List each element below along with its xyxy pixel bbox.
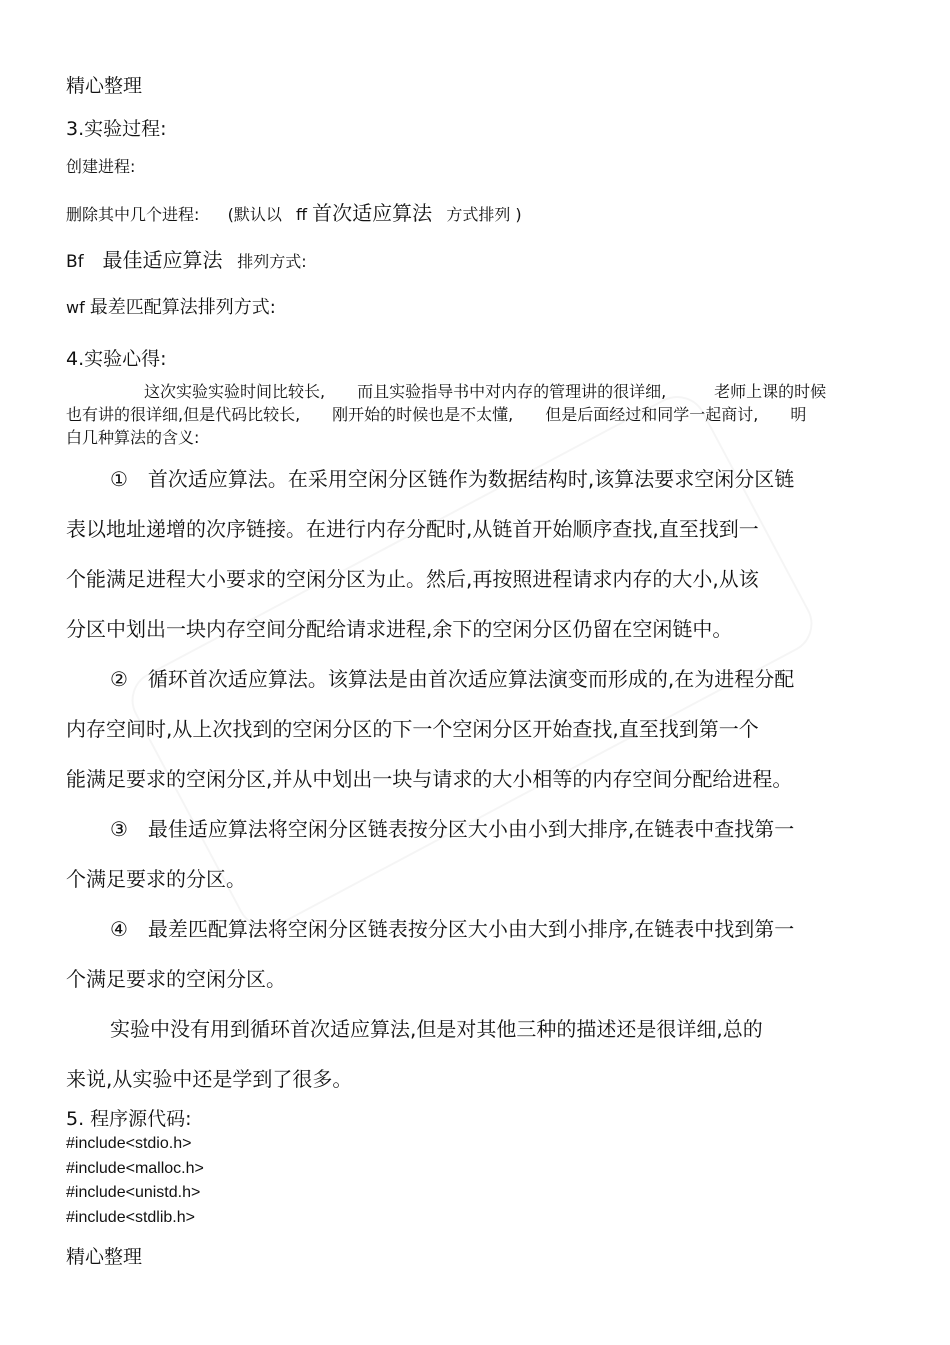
bf-suffix: 排列方式: <box>237 252 307 271</box>
reflection-line: 白几种算法的含义: <box>66 428 200 447</box>
footer-text: 精心整理 <box>66 1246 143 1268</box>
source-code-block <box>66 1132 204 1230</box>
create-process-text: 创建进程: <box>66 157 136 176</box>
delete-ff: ff <box>296 205 308 224</box>
paragraph-line: 个满足要求的分区。 <box>66 867 246 891</box>
paragraph-line: ② 循环首次适应算法。该算法是由首次适应算法演变而形成的,在为进程分配 <box>110 667 795 691</box>
bf-line <box>66 244 307 273</box>
section-4-heading: 4.实验心得: <box>66 348 167 370</box>
paragraph-line: 能满足要求的空闲分区,并从中划出一块与请求的大小相等的内存空间分配给进程。 <box>66 767 793 791</box>
reflection-paragraph <box>66 380 896 449</box>
delete-paren-open: (默认以 <box>227 205 282 224</box>
code-line: #include<unistd.h> <box>66 1184 201 1201</box>
bf-algo: 最佳适应算法 <box>102 248 223 272</box>
wf-prefix: wf <box>66 298 85 317</box>
code-line: #include<stdlib.h> <box>66 1208 195 1226</box>
header-text: 精心整理 <box>66 75 143 97</box>
paragraph-line: 个能满足进程大小要求的空闲分区为止。然后,再按照进程请求内存的大小,从该 <box>66 567 759 591</box>
code-line: #include<malloc.h> <box>66 1159 204 1177</box>
summary-paragraph <box>66 1004 886 1104</box>
delete-suffix: 方式排列 ) <box>446 205 522 224</box>
wf-text: 最差匹配算法排列方式: <box>89 297 276 318</box>
delete-prefix: 删除其中几个进程: <box>66 205 200 224</box>
bf-prefix: Bf <box>66 252 84 272</box>
wf-line <box>66 293 276 319</box>
code-line: #include<stdio.h> <box>66 1135 192 1152</box>
paragraph-line: 分区中划出一块内存空间分配给请求进程,余下的空闲分区仍留在空闲链中。 <box>66 617 733 641</box>
reflection-line: 这次实验实验时间比较长, 而且实验指导书中对内存的管理讲的很详细, 老师上课的时候 <box>144 382 827 401</box>
algo-best-fit-paragraph <box>66 804 886 904</box>
paragraph-line: 个满足要求的空闲分区。 <box>66 967 286 991</box>
section-3-heading: 3.实验过程: <box>66 118 167 140</box>
algo-next-fit-paragraph <box>66 654 886 804</box>
paragraph-line: ④ 最差匹配算法将空闲分区链表按分区大小由大到小排序,在链表中找到第一 <box>110 917 795 941</box>
delete-algo: 首次适应算法 <box>312 201 433 225</box>
algo-first-fit-paragraph <box>66 454 886 654</box>
paragraph-line: ① 首次适应算法。在采用空闲分区链作为数据结构时,该算法要求空闲分区链 <box>110 467 795 491</box>
paragraph-line: ③ 最佳适应算法将空闲分区链表按分区大小由小到大排序,在链表中查找第一 <box>110 817 795 841</box>
paragraph-line: 表以地址递增的次序链接。在进行内存分配时,从链首开始顺序查找,直至找到一 <box>66 517 759 541</box>
delete-process-line <box>66 197 522 226</box>
paragraph-line: 实验中没有用到循环首次适应算法,但是对其他三种的描述还是很详细,总的 <box>110 1017 763 1041</box>
algo-worst-fit-paragraph <box>66 904 886 1004</box>
paragraph-line: 内存空间时,从上次找到的空闲分区的下一个空闲分区开始查找,直至找到第一个 <box>66 717 759 741</box>
paragraph-line: 来说,从实验中还是学到了很多。 <box>66 1067 353 1091</box>
reflection-line: 也有讲的很详细,但是代码比较长, 刚开始的时候也是不太懂, 但是后面经过和同学一起商讨, 明 <box>66 405 807 424</box>
section-5-heading: 5. 程序源代码: <box>66 1108 192 1130</box>
